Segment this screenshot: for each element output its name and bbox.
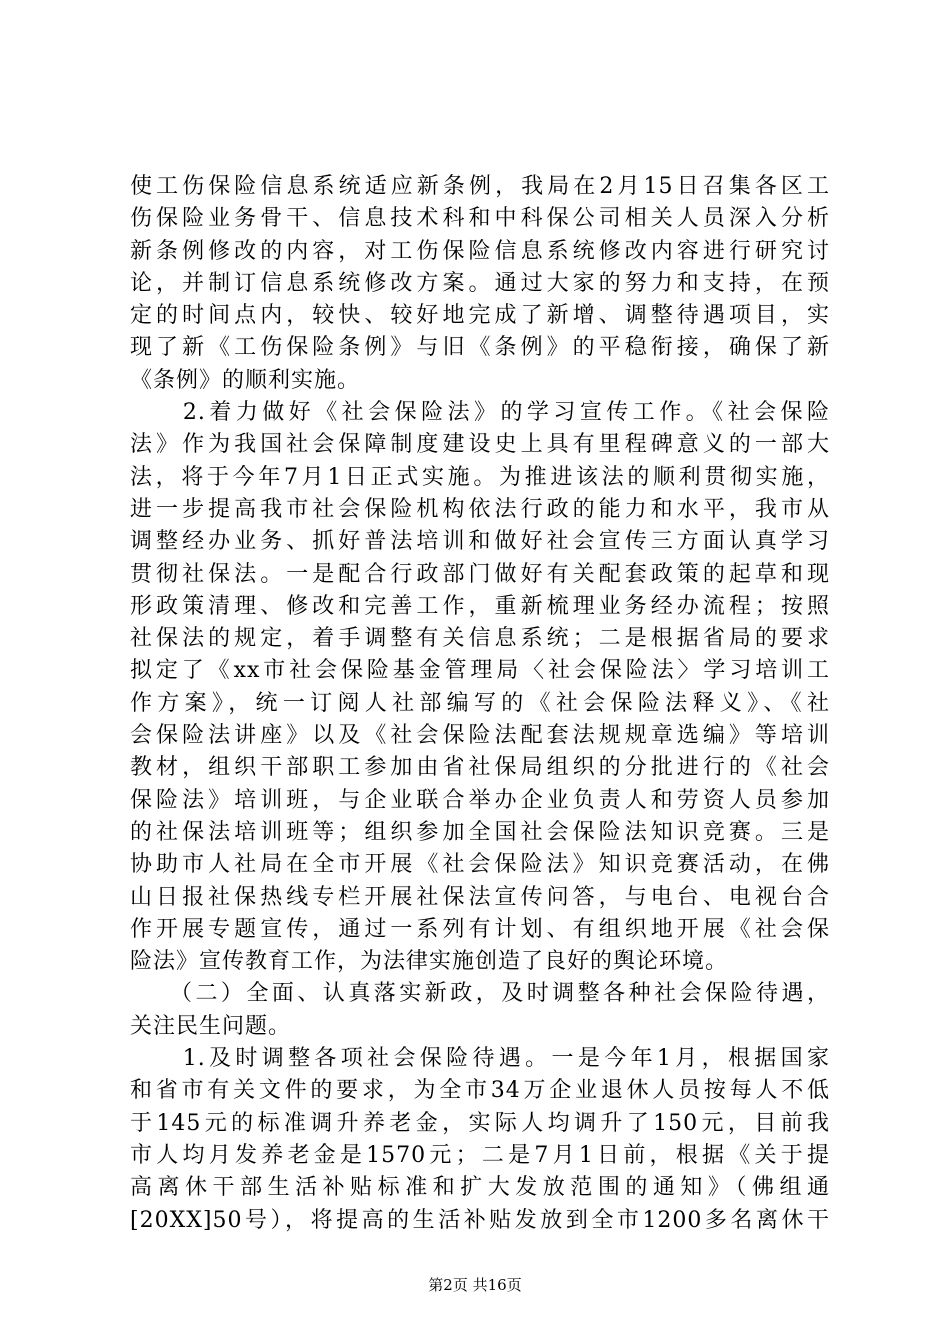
text-line: 险法》宣传教育工作，为法律实施创造了良好的舆论环境。: [130, 949, 729, 975]
text-line: 法》作为我国社会保障制度建设史上具有里程碑意义的一部大: [130, 432, 830, 458]
text-line: 拟定了《xx市社会保险基金管理局〈社会保险法〉学习培训工: [130, 658, 830, 684]
text-line: 社保法的规定，着手调整有关信息系统；二是根据省局的要求: [130, 626, 830, 652]
text-line: 调整经办业务、抓好普法培训和做好社会宣传三方面认真学习: [130, 529, 830, 555]
text-line: 保险法》培训班，与企业联合举办企业负责人和劳资人员参加: [130, 787, 830, 813]
text-line: 伤保险业务骨干、信息技术科和中科保公司相关人员深入分析: [130, 206, 830, 232]
text-line: 贯彻社保法。一是配合行政部门做好有关配套政策的起草和现: [130, 561, 830, 587]
text-line: 现了新《工伤保险条例》与旧《条例》的平稳衔接，确保了新: [130, 335, 830, 361]
text-line: 教材，组织干部职工参加由省社保局组织的分批进行的《社会: [130, 755, 830, 781]
text-line: 新条例修改的内容，对工伤保险信息系统修改内容进行研究讨: [130, 238, 830, 264]
text-line: 1.及时调整各项社会保险待遇。一是今年1月，根据国家: [130, 1046, 830, 1072]
text-line: 市人均月发养老金是1570元；二是7月1日前，根据《关于提: [130, 1142, 830, 1168]
text-line: 关注民生问题。: [130, 1013, 292, 1039]
text-line: 使工伤保险信息系统适应新条例，我局在2月15日召集各区工: [130, 174, 830, 199]
text-line: 形政策清理、修改和完善工作，重新梳理业务经办流程；按照: [130, 593, 830, 619]
text-line: 的社保法培训班等；组织参加全国社会保险法知识竞赛。三是: [130, 819, 830, 845]
text-line: 作开展专题宣传，通过一系列有计划、有组织地开展《社会保: [130, 916, 830, 942]
text-line: 《条例》的顺利实施。: [130, 367, 361, 393]
text-line: 定的时间点内，较快、较好地完成了新增、调整待遇项目，实: [130, 303, 830, 329]
body-text: [130, 171, 830, 1237]
text-line: （二）全面、认真落实新政，及时调整各种社会保险待遇，: [130, 981, 830, 1007]
text-line: 山日报社保热线专栏开展社保法宣传问答，与电台、电视台合: [130, 884, 830, 910]
text-line: 高离休干部生活补贴标准和扩大发放范围的通知》（佛组通: [130, 1175, 830, 1201]
text-line: 协助市人社局在全市开展《社会保险法》知识竞赛活动，在佛: [130, 852, 830, 878]
text-line: 会保险法讲座》以及《社会保险法配套法规规章选编》等培训: [130, 723, 830, 749]
page-footer: 第2页 共16页: [428, 1276, 522, 1294]
text-line: 作方案》，统一订阅人社部编写的《社会保险法释义》、《社: [130, 690, 830, 716]
text-line: 法，将于今年7月1日正式实施。为推进该法的顺利贯彻实施，: [130, 464, 830, 490]
text-line: 于145元的标准调升养老金，实际人均调升了150元，目前我: [130, 1110, 830, 1136]
text-line: 2.着力做好《社会保险法》的学习宣传工作。《社会保险: [130, 400, 830, 426]
text-line: [20XX]50号），将提高的生活补贴发放到全市1200多名离休干: [130, 1207, 830, 1233]
text-line: 和省市有关文件的要求，为全市34万企业退休人员按每人不低: [130, 1078, 830, 1104]
text-line: 论，并制订信息系统修改方案。通过大家的努力和支持，在预: [130, 270, 830, 296]
text-line: 进一步提高我市社会保险机构依法行政的能力和水平，我市从: [130, 496, 830, 522]
